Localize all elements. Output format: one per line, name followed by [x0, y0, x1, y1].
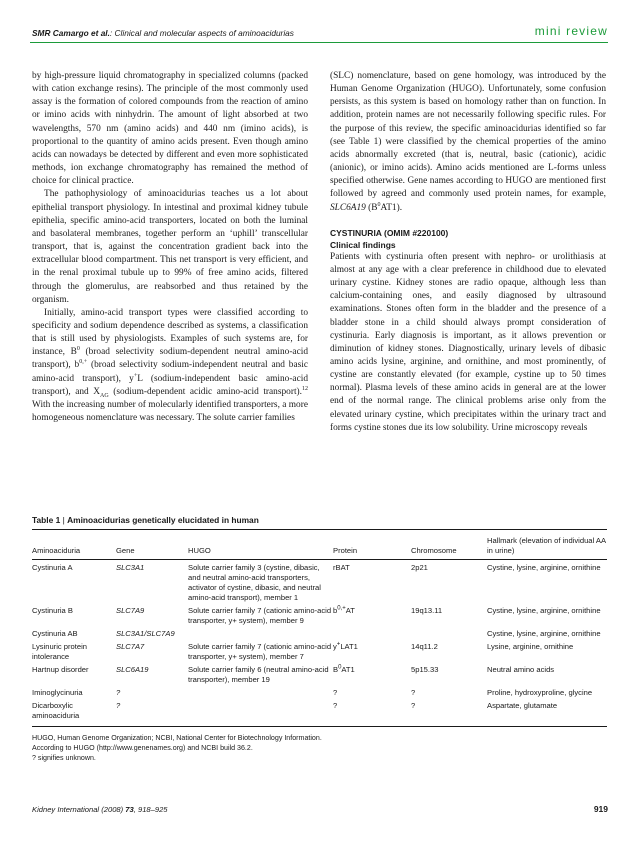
footnote: According to HUGO (http://www.genenames.org) and NCBI build 36.2.	[32, 744, 253, 752]
col-header-gene: Gene	[116, 546, 135, 555]
section-heading-cystinuria: CYSTINURIA (OMIM #220100)	[330, 227, 449, 238]
cell-protein: $B^0AT1$	[333, 664, 355, 674]
cell-chromosome: 14q11.2	[411, 642, 438, 651]
cell-chromosome: 2p21	[411, 563, 428, 572]
header-authors: SMR Camargo et al.	[32, 28, 110, 38]
table-header-row	[32, 530, 607, 559]
cell-chromosome: ?	[411, 701, 416, 710]
footnote: HUGO, Human Genome Organization; NCBI, National Center for Biotechnology Information.	[32, 734, 322, 742]
table-row	[32, 627, 607, 640]
cell-hugo	[188, 699, 333, 722]
cell-gene: SLC7A7	[116, 642, 145, 651]
cell-gene: SLC3A1	[116, 563, 145, 572]
cell-aminoaciduria: Dicarboxylic aminoaciduria	[32, 701, 80, 720]
cell-aminoaciduria: Iminoglycinuria	[32, 688, 83, 697]
cell-protein: $b^{0,+}AT$	[333, 605, 355, 615]
col-header-chromosome: Chromosome	[411, 546, 457, 555]
right-paragraph-1: (SLC) nomenclature, based on gene homology, was introduced by the Human Genome Organization (HUGO). Unfortunately, some confusion persists, as this system is based on homology rather than on function. In addition, protein names are not necessarily following specific rules. For the purpose of this review, the specific aminoacidurias identified so far (see Table 1) were classified by the chemical properties of the amino acids abnormally excreted (that is, neutral, basic (cationic), acidic (anionic), or imino acids). Amino acids mentioned are L-forms unless specified otherwise. Gene names according to HUGO are mentioned first followed by agreed and commonly used protein names, for example, SLC6A19 $(B^0AT1)$.	[330, 71, 606, 213]
aminoaciduria-table	[32, 530, 607, 722]
cell-gene: SLC6A19	[116, 665, 149, 674]
cell-hugo: Solute carrier family 3 (cystine, dibasic, and neutral amino-acid transporters, activator of cystine, dibasic, and neutral amino-acid transport), member 1	[188, 563, 321, 602]
left-paragraph-2: The pathophysiology of aminoacidurias teaches us a lot about epithelial transport physiology. In intestinal and proximal kidney tubule epithelia, specific amino-acid transporters, located on both the luminal and basolateral membranes, together perform an ‘uphill’ transcellular transport, that is, against the concentration gradient back into the extracellular blood compartment. This net transport is very efficient, and in the renal proximal tubule up to 99% of free amino acids, filtered through the glomerulus, are reabsorbed and thus retained by the organism.	[32, 189, 308, 305]
table-row	[32, 686, 607, 699]
table-row	[32, 640, 607, 663]
cell-protein: rBAT	[333, 563, 350, 572]
table-footnotes	[32, 733, 607, 763]
cell-gene: SLC7A9	[116, 606, 145, 615]
col-header-hugo: HUGO	[188, 546, 211, 555]
cell-hallmark: Lysine, arginine, ornithine	[487, 642, 574, 651]
citation-ref[interactable]: 12	[302, 385, 308, 392]
cell-gene: ?	[116, 688, 121, 697]
table-row	[32, 560, 607, 604]
cell-protein: ?	[333, 688, 338, 697]
table-body	[32, 560, 607, 722]
cell-chromosome: 19q13.11	[411, 606, 443, 615]
col-header-aminoaciduria: Aminoaciduria	[32, 546, 81, 555]
left-paragraph-3: Initially, amino-acid transport types were classified according to specificity and sodium dependence described as systems, a classification that is still used by physiologists. Examples of such systems are, for instance, $B^0$ (broad selectivity sodium-dependent neutral amino-acid transport), $b^{0,+}$ (broad selectivity sodium-independent neutral and basic amino-acid transport), y+L (sodium-independent basic amino-acid transport), and $X_{AG}$ (sodium-dependent acidic amino-acid transport).$^{12}$ With the increasing number of molecularly identified transporters, a more homogeneous nomenclature was necessary. The solute carrier families	[32, 307, 308, 424]
table-row	[32, 663, 607, 686]
table-bottom-rule	[32, 726, 607, 727]
cell-aminoaciduria: Cystinuria B	[32, 606, 73, 615]
cell-aminoaciduria: Cystinuria AB	[32, 629, 78, 638]
left-paragraph-1: by high-pressure liquid chromatography in specialized columns (packed with cation exchange resins). The principle of the most commonly used assay is the formation of colored compounds from the reaction of amino or imino acids with ninhydrin. The amount of light absorbed at two wavelengths, 570 nm (amino acids) and 440 nm (imino acids), is proportional to the quantity of amino acids present. Even though amino acids can nowadays be detected by different and even more sophisticated methods, ion exchange chromatography has remained the method of choice for clinical practice.	[32, 71, 308, 187]
subheading-clinical-findings: Clinical findings	[330, 239, 396, 250]
cell-chromosome: 5p15.33	[411, 665, 439, 674]
cell-aminoaciduria: Cystinuria A	[32, 563, 73, 572]
table-1	[32, 515, 607, 763]
cell-chromosome: ?	[411, 688, 416, 697]
header-title: : Clinical and molecular aspects of aminoacidurias	[109, 28, 294, 38]
cell-protein	[333, 627, 411, 640]
cell-hallmark: Cystine, lysine, arginine, ornithine	[487, 629, 601, 638]
cell-gene: ?	[116, 701, 121, 710]
col-header-protein: Protein	[333, 546, 358, 555]
table-title: Table 1 | Aminoacidurias genetically elucidated in human	[32, 515, 259, 525]
cell-protein: ?	[333, 701, 338, 710]
col-header-hallmark: Hallmark (elevation of individual AA in urine)	[487, 536, 606, 555]
header-rule	[30, 42, 608, 43]
right-column	[330, 70, 606, 435]
cell-aminoaciduria: Lysinuric protein intolerance	[32, 642, 88, 661]
cell-aminoaciduria: Hartnup disorder	[32, 665, 89, 674]
right-paragraph-2: Patients with cystinuria often present with nephro- or urolithiasis at almost at any age with a clear preference in childhood due to elevated urinary cystine. Kidney stones are radio opaque, although less than calcium-containing ones, and easily diagnosed by ultrasound examinations. Stones often form in the bladder and the presence of a bladder stone in a child should always prompt consideration of cystinuria. Early diagnosis is important, as it allows prevention or diminution of kidney stones. Diagnostically, urinary levels of dibasic amino acids lysine, arginine, and ornithine, and most prominently, of cystine are constantly elevated (for example, cystine up to 50 times normal). Plasma levels of these amino acids in general are at the lower end of the normal range. The clinical problems arise only from the elevated urinary cystine, which precipitates within the urinary tract and forms cystine stones due its low solubility. Urine microscopy reveals	[330, 251, 606, 433]
footnote: ? signifies unknown.	[32, 754, 96, 762]
cell-hallmark: Cystine, lysine, arginine, ornithine	[487, 563, 601, 572]
cell-hugo: Solute carrier family 7 (cationic amino-acid transporter, y+ system), member 9	[188, 606, 332, 625]
footer-citation: Kidney International (2008) 73, 918–925	[32, 805, 168, 814]
section-label: mini review	[534, 24, 608, 38]
table-row	[32, 699, 607, 722]
cell-protein: y+LAT1	[333, 641, 358, 651]
cell-gene: SLC3A1/SLC7A9	[116, 629, 175, 638]
cell-hallmark: Aspartate, glutamate	[487, 701, 558, 710]
left-column	[32, 70, 308, 425]
cell-hallmark: Cystine, lysine, arginine, ornithine	[487, 606, 601, 615]
cell-hugo	[188, 686, 333, 699]
cell-hallmark: Proline, hydroxyproline, glycine	[487, 688, 593, 697]
cell-chromosome	[411, 627, 487, 640]
cell-hugo: Solute carrier family 7 (cationic amino-acid transporter, y+ system), member 7	[188, 642, 332, 661]
cell-hugo: Solute carrier family 6 (neutral amino-acid transporter), member 19	[188, 665, 329, 684]
cell-hallmark: Neutral amino acids	[487, 665, 555, 674]
table-row	[32, 604, 607, 627]
cell-hugo	[188, 627, 333, 640]
running-header	[32, 28, 294, 38]
page-number: 919	[593, 804, 608, 814]
